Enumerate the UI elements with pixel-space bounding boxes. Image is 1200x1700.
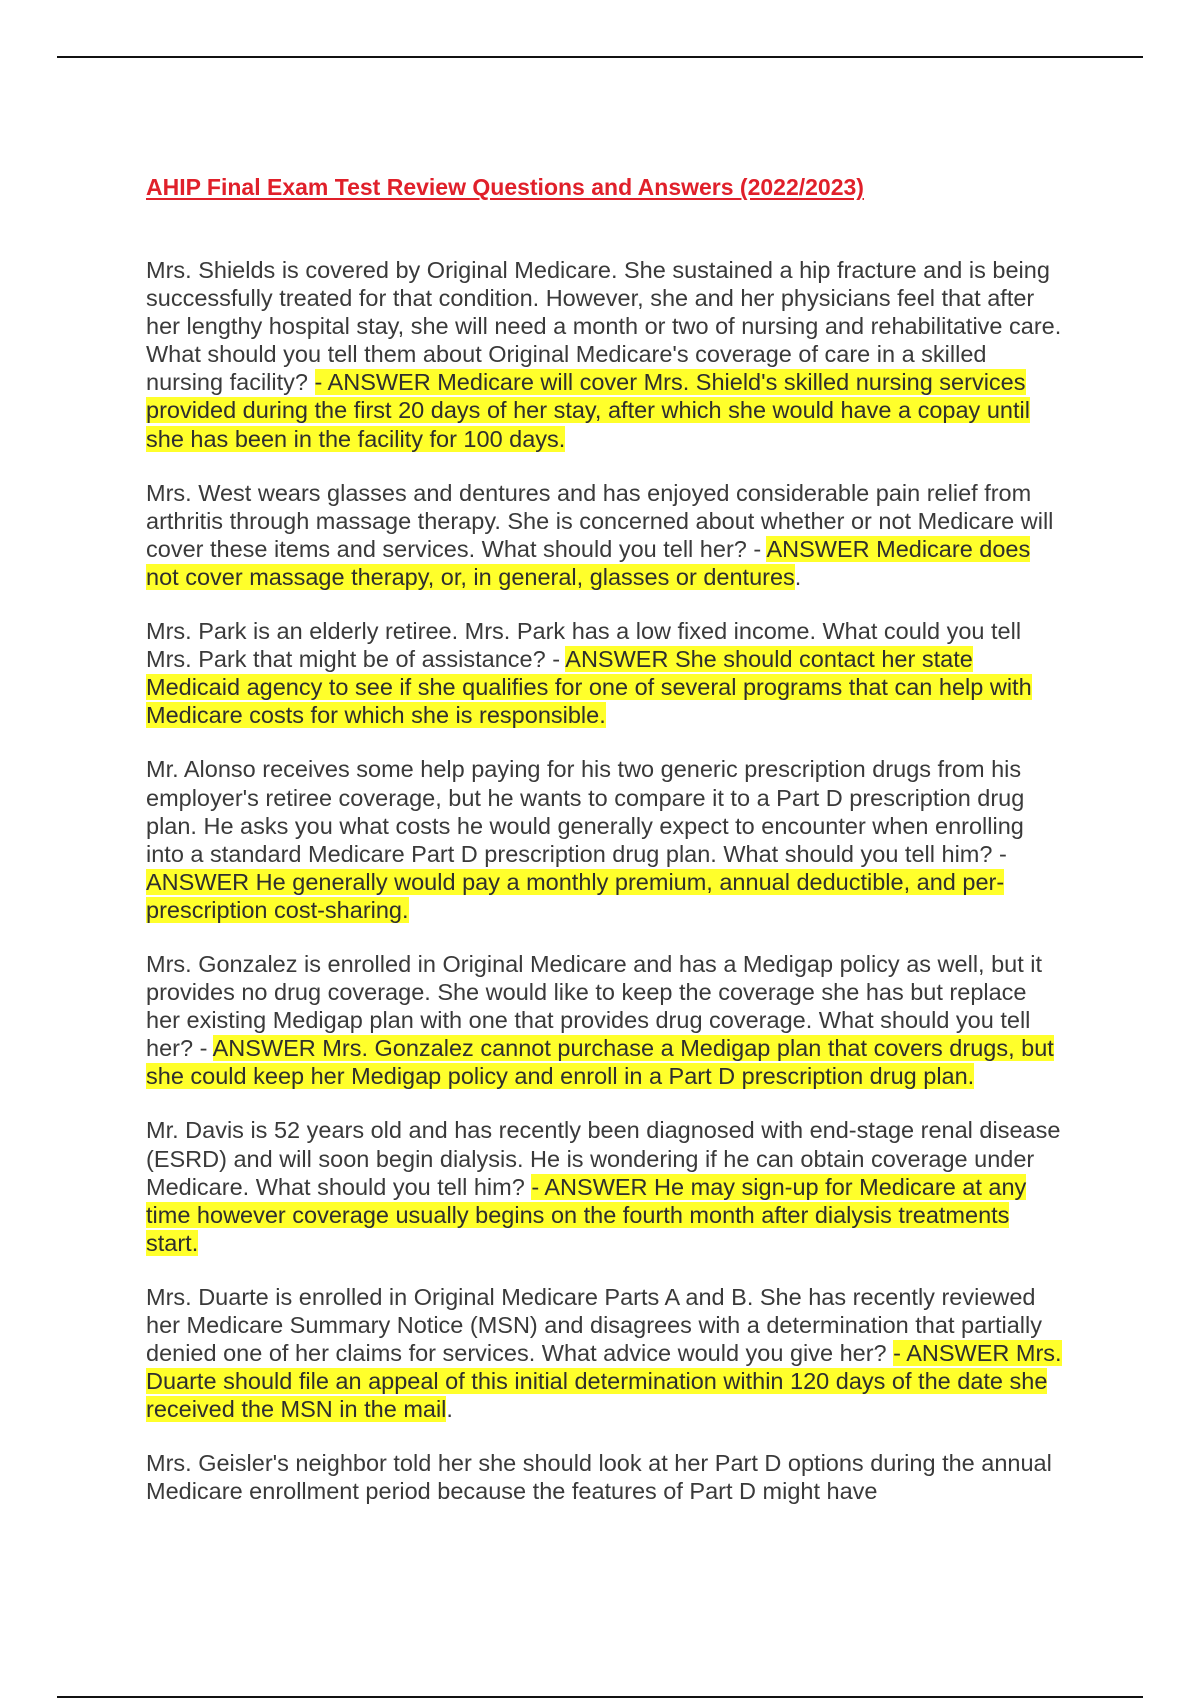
qa-item-west	[146, 479, 1062, 591]
bottom-rule	[57, 1696, 1143, 1698]
qa-item-alonso	[146, 755, 1062, 924]
qa-item-gonzalez	[146, 950, 1062, 1090]
top-rule	[57, 56, 1143, 58]
answer-tail: .	[794, 563, 802, 590]
question-text: Mr. Alonso receives some help paying for his two generic prescription drugs from his employer's retiree coverage, but he wants to compare it to a Part D prescription drug plan. He asks you what costs he would generally expect to encounter when enrolling into a standard Medicare Part D prescription drug plan. What should you tell him? -	[146, 756, 1025, 867]
question-text: Mrs. West wears glasses and dentures and has enjoyed considerable pain relief from arthritis through massage therapy. She is concerned about whether or not Medicare will cover these items and services. What should you tell her? -	[146, 479, 1054, 562]
qa-item-duarte	[146, 1283, 1062, 1423]
answer-highlight: ANSWER She should contact her state Medicaid agency to see if she qualifies for one of several programs that can help with Medicare costs for which she is responsible.	[146, 646, 1032, 729]
question-text: Mrs. Shields is covered by Original Medicare. She sustained a hip fracture and is being successfully treated for that condition. However, she and her physicians feel that after her lengthy hospital stay, she will need a month or two of nursing and rehabilitative care. What should you tell them about Original Medicare's coverage of care in a skilled nursing facility?	[146, 257, 1062, 396]
answer-highlight: - ANSWER Medicare will cover Mrs. Shield's skilled nursing services provided during the first 20 days of her stay, after which she would have a copay until she has been in the facility for 100 days.	[146, 369, 1030, 452]
answer-highlight: ANSWER Medicare does not cover massage therapy, or, in general, glasses or dentures	[146, 535, 1031, 590]
question-text: Mrs. Park is an elderly retiree. Mrs. Park has a low fixed income. What could you tell Mrs. Park that might be of assistance? -	[146, 618, 1022, 673]
qa-item-shields	[146, 256, 1062, 453]
qa-item-davis	[146, 1116, 1062, 1256]
qa-list	[146, 256, 1062, 1532]
answer-highlight: - ANSWER He may sign-up for Medicare at any time however coverage usually begins on the fourth month after dialysis treatments start.	[146, 1173, 1027, 1256]
question-text: Mrs. Duarte is enrolled in Original Medicare Parts A and B. She has recently reviewed her Medicare Summary Notice (MSN) and disagrees with a determination that partially denied one of her claims for services. What advice would you give her?	[146, 1283, 1042, 1367]
question-text: Mrs. Gonzalez is enrolled in Original Medicare and has a Medigap policy as well, but it provides no drug coverage. She would like to keep the coverage she has but replace her existing Medigap plan with one that provides drug coverage. What should you tell her? -	[146, 950, 1043, 1062]
qa-item-geisler	[146, 1449, 1062, 1505]
answer-highlight: - ANSWER Mrs. Duarte should file an appeal of this initial determination within 120 days of the date she received the MSN in the mail	[146, 1340, 1062, 1423]
question-text: Mrs. Geisler's neighbor told her she should look at her Part D options during the annual Medicare enrollment period because the features of Part D might have	[146, 1450, 1052, 1505]
answer-highlight: ANSWER Mrs. Gonzalez cannot purchase a Medigap plan that covers drugs, but she could keep her Medigap policy and enroll in a Part D prescription drug plan.	[146, 1035, 1054, 1090]
question-text: Mr. Davis is 52 years old and has recently been diagnosed with end-stage renal disease (ESRD) and will soon begin dialysis. He is wondering if he can obtain coverage under Medicare. What should you tell him?	[146, 1117, 1061, 1200]
answer-tail: .	[446, 1396, 453, 1423]
document-title: AHIP Final Exam Test Review Questions and Answers (2022/2023)	[146, 174, 864, 200]
answer-highlight: ANSWER He generally would pay a monthly premium, annual deductible, and per-prescription cost-sharing.	[146, 868, 1005, 923]
qa-item-park	[146, 617, 1062, 729]
